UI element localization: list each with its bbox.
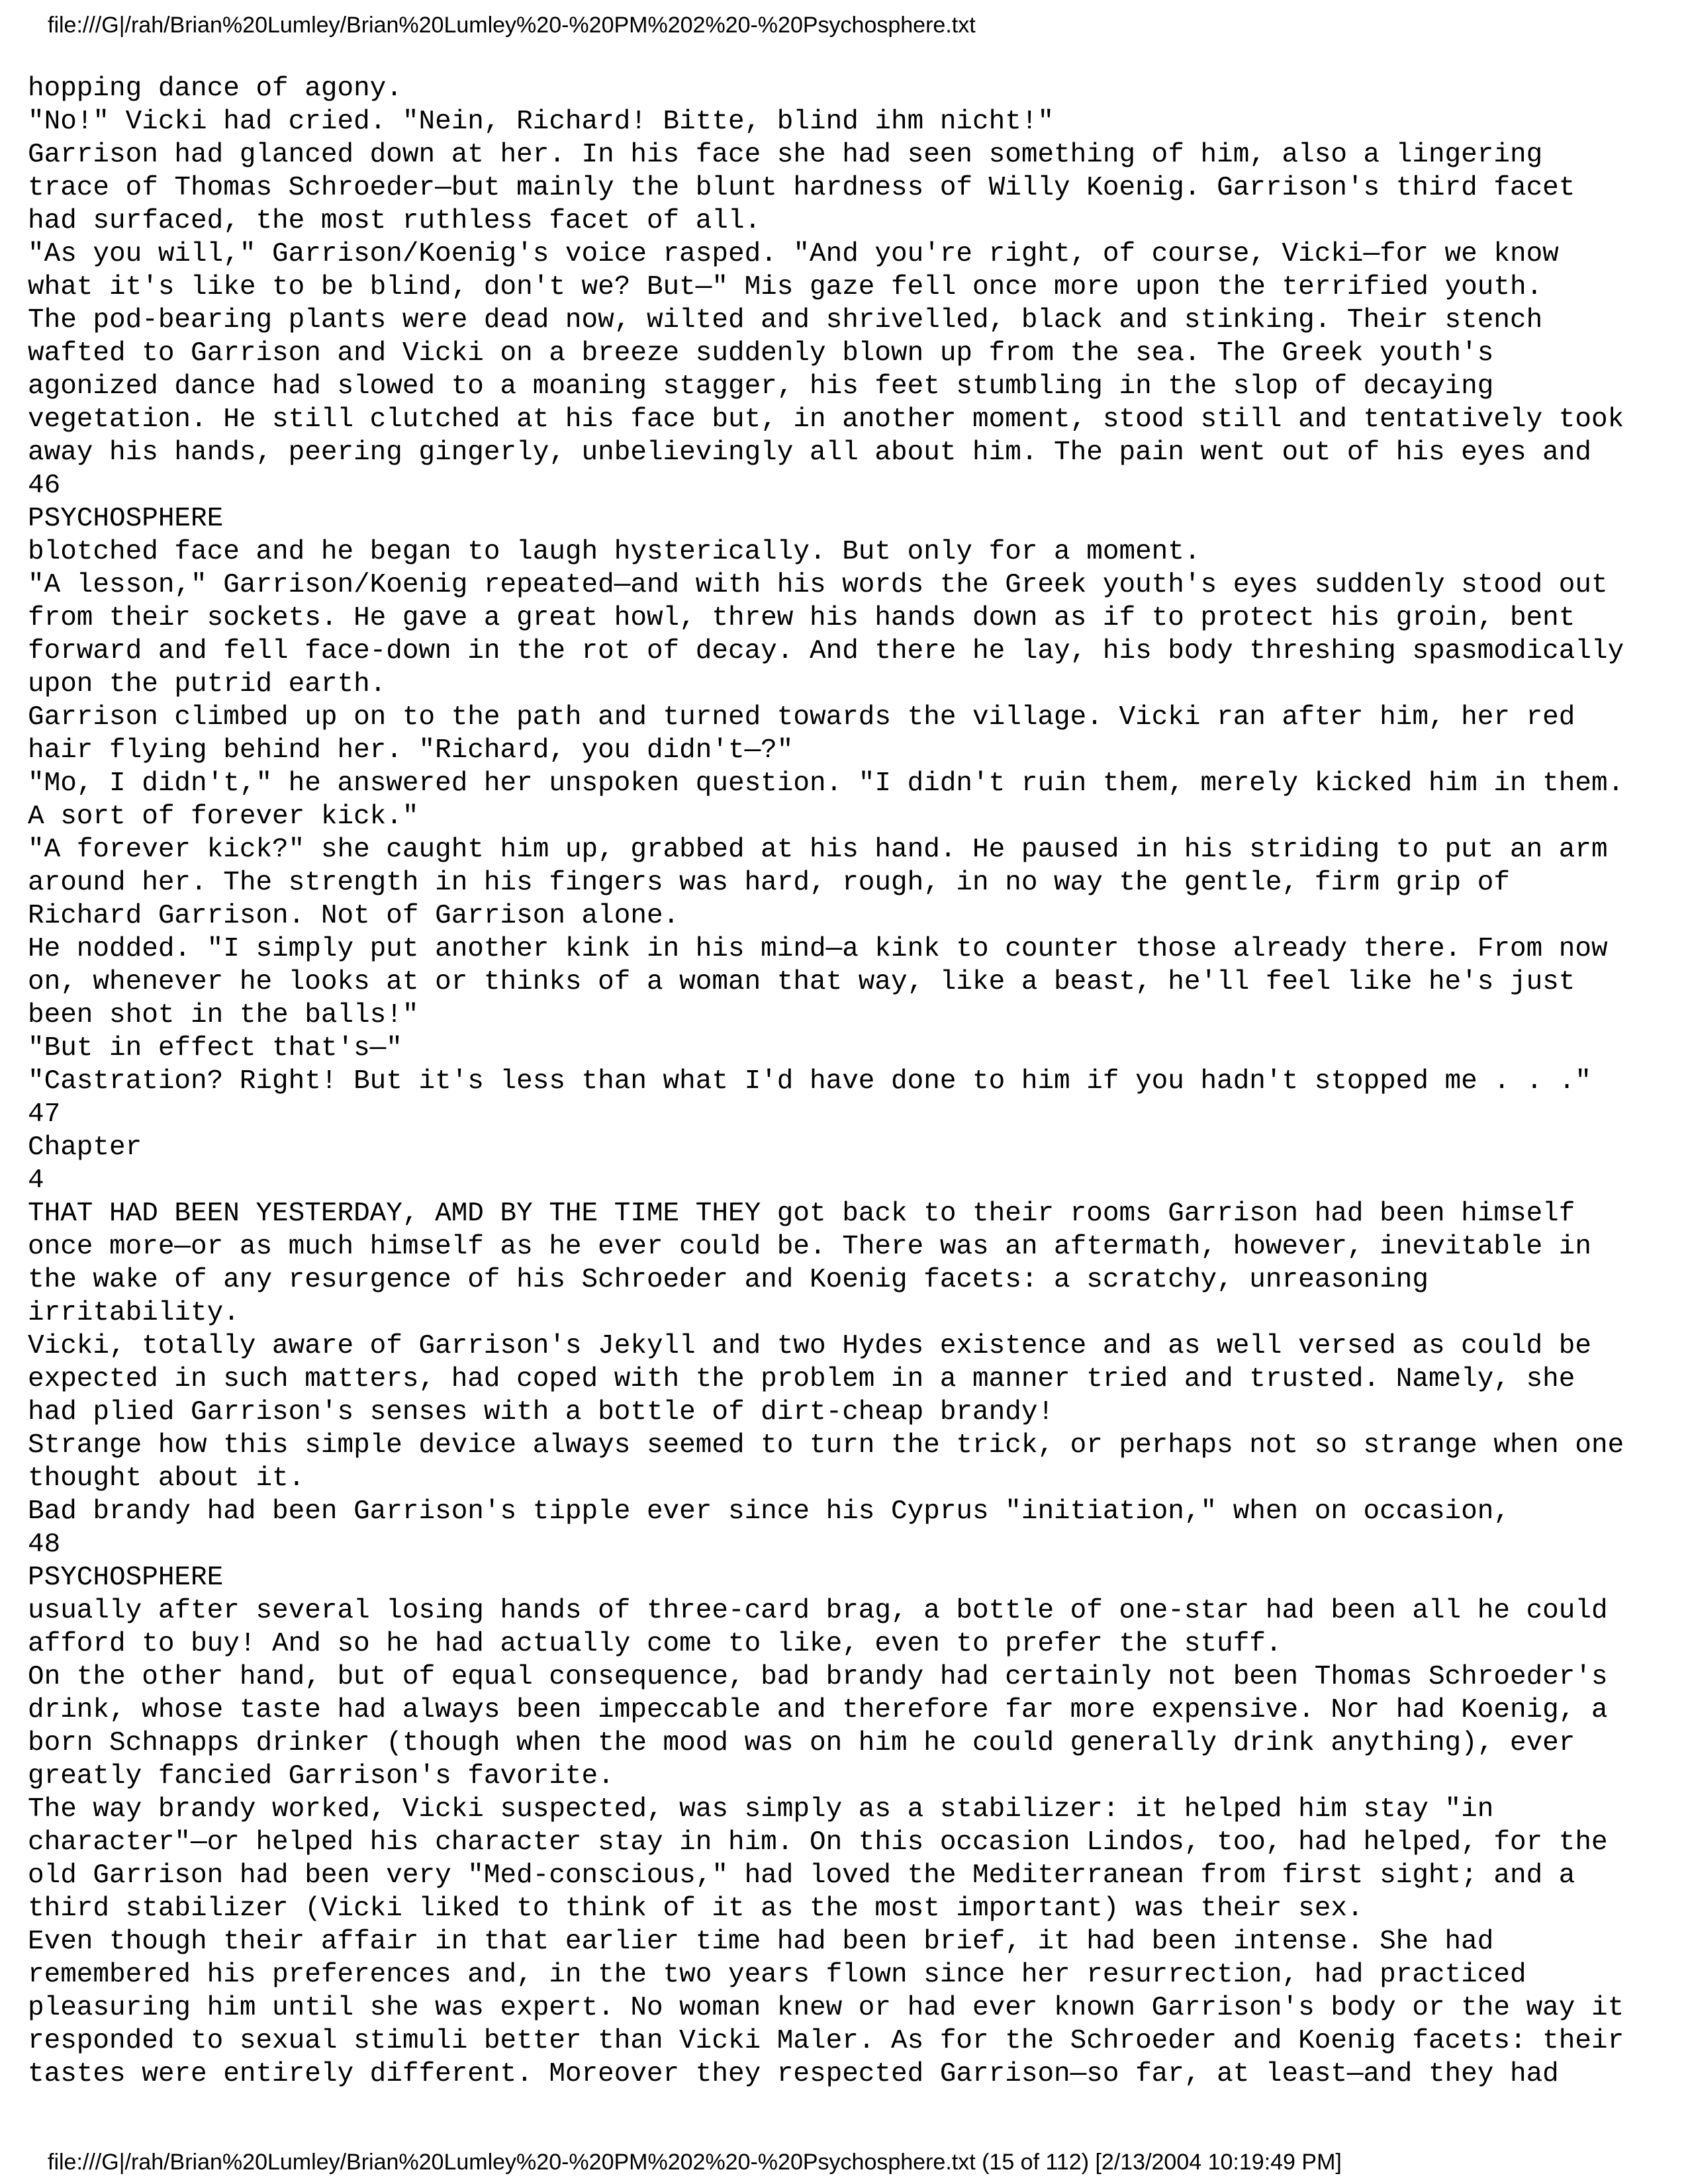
text-line: The way brandy worked, Vicki suspected, was simply as a stabilizer: it helped him stay "in <box>28 1794 1494 1825</box>
text-line: "Castration? Right! But it's less than what I'd have done to him if you hadn't stopped me . . ." <box>28 1066 1591 1097</box>
text-line: hair flying behind her. "Richard, you didn't—?" <box>28 735 794 766</box>
text-line: "Mo, I didn't," he answered her unspoken question. "I didn't ruin them, merely kicked him in them. <box>28 768 1624 799</box>
text-line: the wake of any resurgence of his Schroeder and Koenig facets: a scratchy, unreasoning <box>28 1265 1429 1295</box>
text-line: blotched face and he began to laugh hysterically. But only for a moment. <box>28 537 1201 567</box>
text-line: 48 <box>28 1529 61 1560</box>
text-line: A sort of forever kick." <box>28 801 419 832</box>
page-footer: file:///G|/rah/Brian%20Lumley/Brian%20Lumley%20-%20PM%202%20-%20Psychosphere.txt (15 of 112) [2/13/2004 10:19:49 PM] <box>48 2150 1342 2175</box>
text-line: Richard Garrison. Not of Garrison alone. <box>28 901 680 931</box>
text-line: 4 <box>28 1165 44 1196</box>
document-body <box>28 72 1669 2091</box>
text-line: THAT HAD BEEN YESTERDAY, AMD BY THE TIME THEY got back to their rooms Garrison had been himself <box>28 1199 1575 1229</box>
text-line: upon the putrid earth. <box>28 669 387 700</box>
text-line: Chapter <box>28 1132 142 1163</box>
text-line: trace of Thomas Schroeder—but mainly the blunt hardness of Willy Koenig. Garrison's third facet <box>28 173 1575 203</box>
text-line: wafted to Garrison and Vicki on a breeze suddenly blown up from the sea. The Greek youth's <box>28 338 1494 369</box>
text-line: Vicki, totally aware of Garrison's Jekyll and two Hydes existence and as well versed as could be <box>28 1331 1591 1361</box>
text-line: vegetation. He still clutched at his face but, in another moment, stood still and tentatively took <box>28 404 1624 435</box>
text-line: old Garrison had been very "Med-conscious," had loved the Mediterranean from first sight; and a <box>28 1860 1575 1891</box>
text-line: hopping dance of agony. <box>28 73 402 104</box>
text-line: around her. The strength in his fingers was hard, rough, in no way the gentle, firm grip of <box>28 868 1510 898</box>
text-line: PSYCHOSPHERE <box>28 504 224 534</box>
text-line: He nodded. "I simply put another kink in his mind—a kink to counter those already there. From now <box>28 934 1608 964</box>
text-line: greatly fancied Garrison's favorite. <box>28 1761 614 1792</box>
text-line: irritability. <box>28 1298 240 1328</box>
text-line: remembered his preferences and, in the two years flown since her resurrection, had practiced <box>28 1960 1526 1990</box>
text-line: character"—or helped his character stay in him. On this occasion Lindos, too, had helped, for the <box>28 1827 1608 1858</box>
text-line: pleasuring him until she was expert. No woman knew or had ever known Garrison's body or the way it <box>28 1993 1624 2023</box>
text-line: had plied Garrison's senses with a bottle of dirt-cheap brandy! <box>28 1397 1055 1428</box>
text-line: away his hands, peering gingerly, unbelievingly all about him. The pain went out of his eyes and <box>28 437 1591 468</box>
text-line: On the other hand, but of equal consequence, bad brandy had certainly not been Thomas Schroeder's <box>28 1662 1608 1692</box>
text-line: usually after several losing hands of three-card brag, a bottle of one-star had been all he could <box>28 1596 1608 1626</box>
text-line: once more—or as much himself as he ever could be. There was an aftermath, however, inevitable in <box>28 1232 1591 1262</box>
text-line: "But in effect that's—" <box>28 1033 402 1064</box>
text-line: forward and fell face-down in the rot of decay. And there he lay, his body threshing spasmodically <box>28 636 1624 666</box>
text-line: thought about it. <box>28 1463 305 1494</box>
text-line: Strange how this simple device always seemed to turn the trick, or perhaps not so strange when one <box>28 1430 1624 1461</box>
text-line: responded to sexual stimuli better than Vicki Maler. As for the Schroeder and Koenig facets: their <box>28 2026 1624 2056</box>
text-line: The pod-bearing plants were dead now, wilted and shrivelled, black and stinking. Their stench <box>28 305 1543 336</box>
text-line: "As you will," Garrison/Koenig's voice rasped. "And you're right, of course, Vicki—for we know <box>28 239 1559 269</box>
text-line: agonized dance had slowed to a moaning stagger, his feet stumbling in the slop of decaying <box>28 371 1494 402</box>
text-line: PSYCHOSPHERE <box>28 1563 224 1593</box>
text-line: on, whenever he looks at or thinks of a woman that way, like a beast, he'll feel like he's just <box>28 967 1575 997</box>
text-line: Even though their affair in that earlier time had been brief, it had been intense. She had <box>28 1927 1494 1957</box>
text-line: tastes were entirely different. Moreover they respected Garrison—so far, at least—and they had <box>28 2059 1559 2089</box>
text-line: third stabilizer (Vicki liked to think of it as the most important) was their sex. <box>28 1893 1364 1924</box>
text-line: afford to buy! And so he had actually come to like, even to prefer the stuff. <box>28 1629 1282 1659</box>
text-line: what it's like to be blind, don't we? But—" Mis gaze fell once more upon the terrified youth. <box>28 272 1543 302</box>
text-line: Bad brandy had been Garrison's tipple ever since his Cyprus "initiation," when on occasion, <box>28 1496 1510 1527</box>
text-line: Garrison climbed up on to the path and turned towards the village. Vicki ran after him, her red <box>28 702 1575 733</box>
text-line: expected in such matters, had coped with the problem in a manner tried and trusted. Namely, she <box>28 1364 1575 1394</box>
text-line: Garrison had glanced down at her. In his face she had seen something of him, also a lingering <box>28 140 1543 170</box>
text-line: 47 <box>28 1099 61 1130</box>
page-header-path: file:///G|/rah/Brian%20Lumley/Brian%20Lumley%20-%20PM%202%20-%20Psychosphere.txt <box>48 13 976 38</box>
text-line: from their sockets. He gave a great howl, threw his hands down as if to protect his groin, bent <box>28 603 1575 633</box>
text-line: 46 <box>28 471 61 501</box>
text-line: drink, whose taste had always been impeccable and therefore far more expensive. Nor had Koenig, a <box>28 1695 1608 1725</box>
text-line: "No!" Vicki had cried. "Nein, Richard! Bitte, blind ihm nicht!" <box>28 107 1055 137</box>
text-line: "A forever kick?" she caught him up, grabbed at his hand. He paused in his striding to put an arm <box>28 835 1608 865</box>
text-line: "A lesson," Garrison/Koenig repeated—and with his words the Greek youth's eyes suddenly stood out <box>28 570 1608 600</box>
text-line: had surfaced, the most ruthless facet of all. <box>28 206 761 236</box>
text-line: born Schnapps drinker (though when the mood was on him he could generally drink anything), ever <box>28 1728 1575 1758</box>
text-line: been shot in the balls!" <box>28 1000 419 1030</box>
